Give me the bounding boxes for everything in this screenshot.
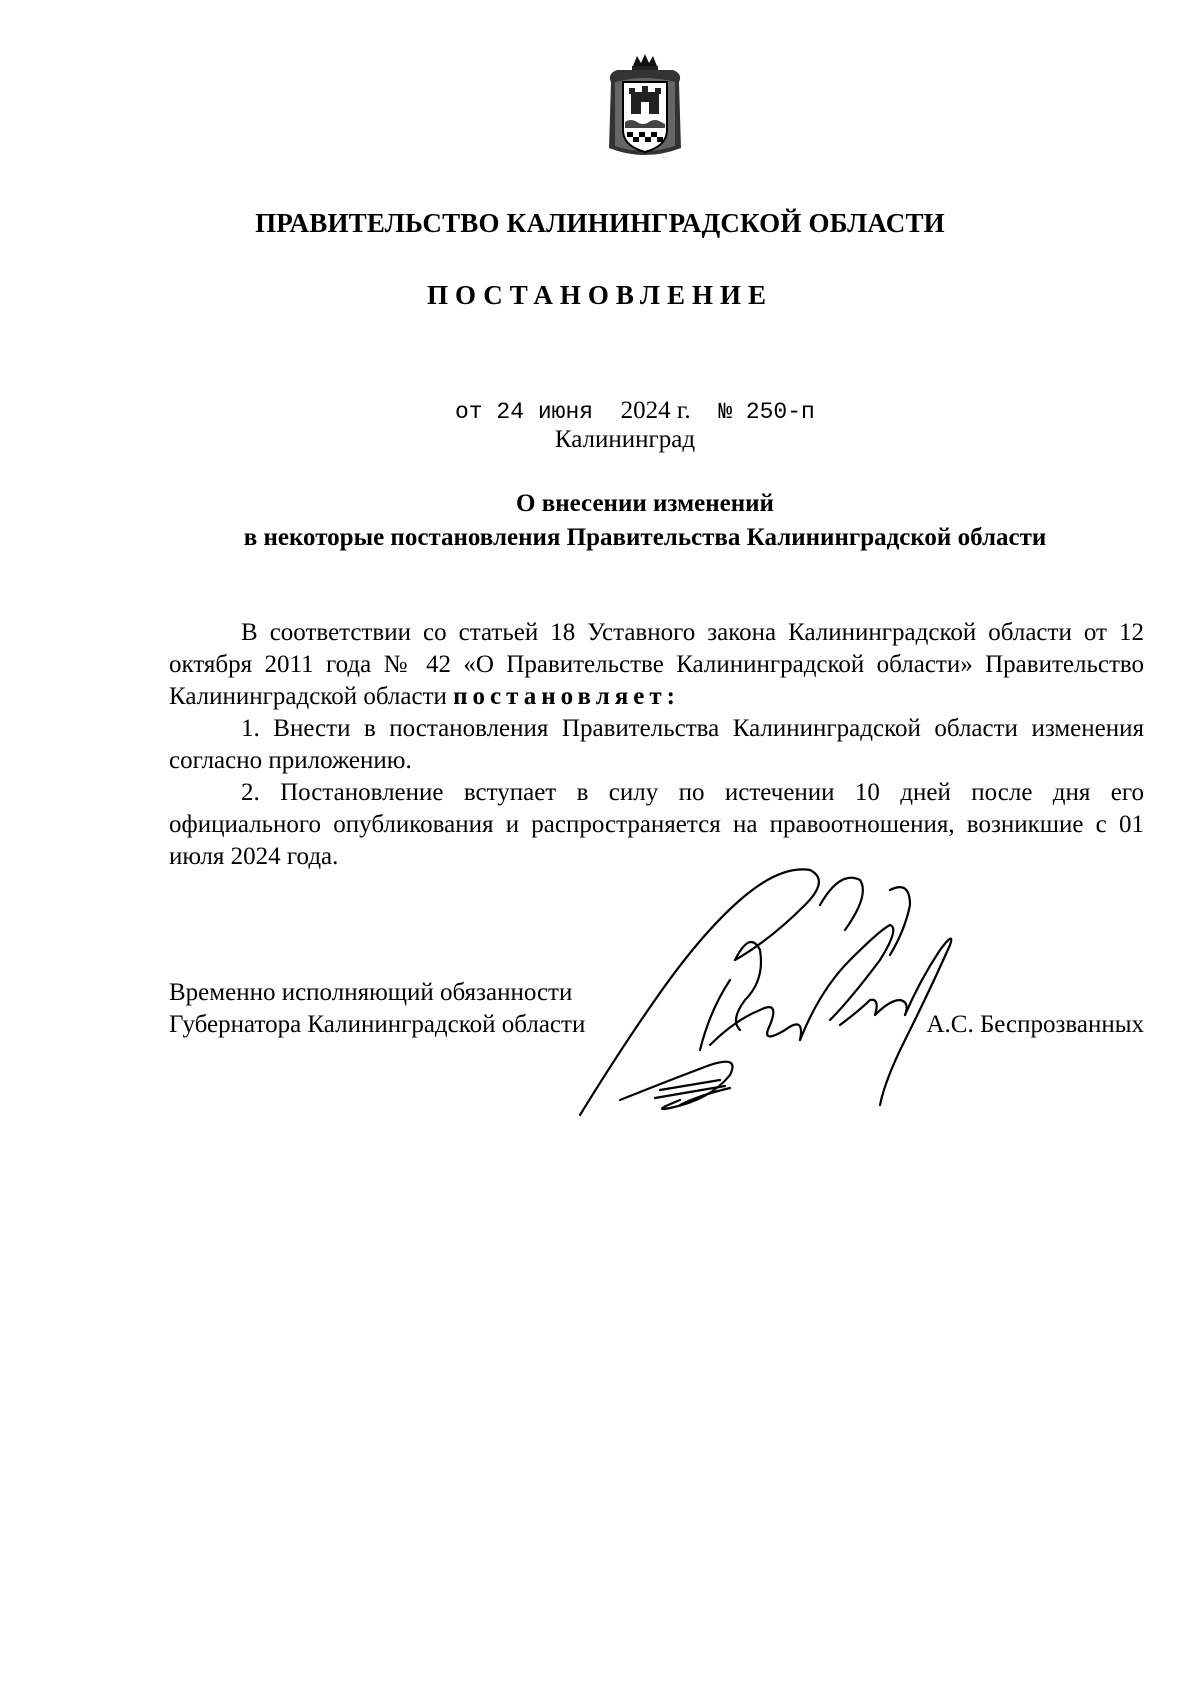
preamble-text: В соответствии со статьей 18 Уставного закона Калининградской области от 12 октября 2011 года № 42 «О Правительстве Калининградской области» Правительство Калининградской области <box>169 619 1144 710</box>
preamble-paragraph <box>169 617 1144 713</box>
document-number: № 250-п <box>718 399 815 425</box>
document-subject <box>0 487 1200 555</box>
date-year: 2024 <box>620 397 671 424</box>
date-year-suffix: г. <box>676 397 691 424</box>
document-type: ПОСТАНОВЛЕНИЕ <box>426 280 774 310</box>
document-body <box>169 617 1144 873</box>
resolves-word: постановляет: <box>453 683 680 710</box>
document-date-number <box>455 397 815 425</box>
date-day: 24 <box>496 399 525 425</box>
document-city: Калининград <box>554 426 696 453</box>
item-1: 1. Внести в постановления Правительства Калининградской области изменения согласно приложению. <box>169 715 1144 774</box>
signer-position <box>169 977 585 1041</box>
item-2: 2. Постановление вступает в силу по истечении 10 дней после дня его официального опубликования и распространяется на правоотношения, возникшие с 01 июля 2024 года. <box>169 779 1144 870</box>
signer-name: А.С. Беспрозванных <box>926 1011 1144 1038</box>
signer-position-line-1: Временно исполняющий обязанности <box>169 979 573 1006</box>
date-month: июня <box>537 399 594 425</box>
signer-position-line-2: Губернатора Калининградской области <box>169 1011 586 1038</box>
subject-line-1: О внесении изменений <box>516 490 774 517</box>
handwritten-signature-icon <box>560 850 960 1130</box>
subject-line-2: в некоторые постановления Правительства Калининградской области <box>243 524 1047 551</box>
organization-title: ПРАВИТЕЛЬСТВО КАЛИНИНГРАДСКОЙ ОБЛАСТИ <box>255 208 945 238</box>
date-prefix: от <box>455 399 483 425</box>
coat-of-arms-icon <box>603 52 687 164</box>
